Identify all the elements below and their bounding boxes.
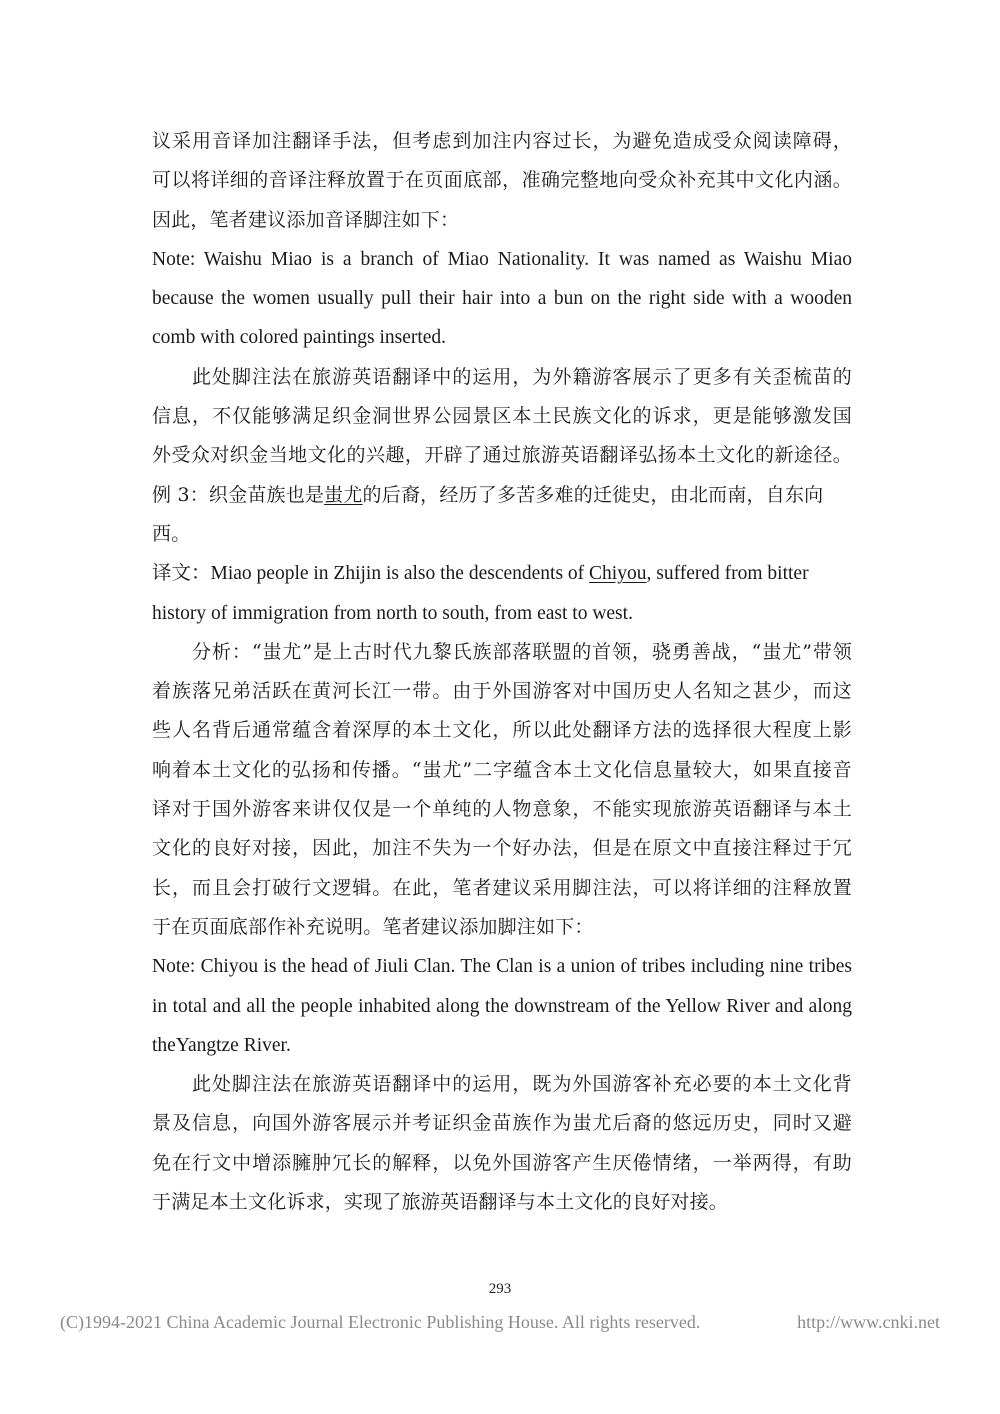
underlined-term: 蚩尤 xyxy=(324,483,363,506)
translation-suffix: , suffered from bitter xyxy=(646,563,809,585)
paragraph-line: 分析：“蚩尤”是上古时代九黎氏族部落联盟的首领，骁勇善战，“蚩尤”带领 xyxy=(192,640,852,663)
footnote-line: comb with colored paintings inserted. xyxy=(152,327,447,349)
paragraph-line: 响着本土文化的弘扬和传播。“蚩尤”二字蕴含本土文化信息量较大，如果直接音 xyxy=(152,758,852,781)
paragraph-line: 免在行文中增添臃肿冗长的解释，以免外国游客产生厌倦情绪，一举两得，有助 xyxy=(152,1151,852,1174)
paragraph-line: 外受众对织金当地文化的兴趣，开辟了通过旅游英语翻译弘扬本土文化的新途径。 xyxy=(152,444,852,467)
translation-line xyxy=(152,554,852,593)
footnote-line: Note: Waishu Miao is a branch of Miao Nationality. It was named as Waishu Miao xyxy=(152,248,852,270)
cnki-url: http://www.cnki.net xyxy=(797,1312,940,1332)
page-number: 293 xyxy=(488,1281,512,1297)
footnote-line: theYangtze River. xyxy=(152,1034,291,1056)
paragraph-line: 长，而且会打破行文逻辑。在此，笔者建议采用脚注法，可以将详细的注释放置 xyxy=(152,876,852,899)
example-prefix: 例 3：织金苗族也是 xyxy=(152,483,325,506)
paragraph-line: 译对于国外游客来讲仅仅是一个单纯的人物意象，不能实现旅游英语翻译与本土 xyxy=(152,798,852,821)
paragraph-line: 文化的良好对接，因此，加注不失为一个好办法，但是在原文中直接注释过于冗 xyxy=(152,837,852,860)
example-line xyxy=(152,476,852,515)
paragraph-line: 议采用音译加注翻译手法，但考虑到加注内容过长，为避免造成受众阅读障碍， xyxy=(152,130,852,152)
paragraph-line: 些人名背后通常蕴含着深厚的本土文化，所以此处翻译方法的选择很大程度上影 xyxy=(152,719,852,742)
paragraph-line: 此处脚注法在旅游英语翻译中的运用，既为外国游客补充必要的本土文化背 xyxy=(192,1073,852,1096)
article-body xyxy=(152,122,852,1222)
example-suffix: 的后裔，经历了多苦多难的迁徙史，由北而南，自东向 xyxy=(362,483,824,506)
copyright-text: (C)1994-2021 China Academic Journal Electronic Publishing House. All rights reserved. xyxy=(60,1312,701,1332)
paragraph-line: 此处脚注法在旅游英语翻译中的运用，为外籍游客展示了更多有关歪梳苗的 xyxy=(192,365,852,388)
translation-line: history of immigration from north to south, from east to west. xyxy=(152,602,633,624)
example-line: 西。 xyxy=(152,522,191,545)
paragraph-line: 信息，不仅能够满足织金洞世界公园景区本土民族文化的诉求，更是能够激发国 xyxy=(152,405,852,428)
translation-prefix: 译文：Miao people in Zhijin is also the descendents of xyxy=(152,563,590,585)
paragraph-line: 于满足本土文化诉求，实现了旅游英语翻译与本土文化的良好对接。 xyxy=(152,1191,729,1214)
paragraph-line: 着族落兄弟活跃在黄河长江一带。由于外国游客对中国历史人名知之甚少，而这 xyxy=(152,680,852,703)
copyright-footer xyxy=(60,1312,940,1333)
paragraph-line: 可以将详细的音译注释放置于在页面底部，准确完整地向受众补充其中文化内涵。 xyxy=(152,169,852,192)
footnote-line: in total and all the people inhabited along the downstream of the Yellow River and along xyxy=(152,995,852,1017)
footnote-line: because the women usually pull their hair into a bun on the right side with a wooden xyxy=(152,288,852,310)
underlined-term: Chiyou xyxy=(589,563,647,585)
paragraph-line: 景及信息，向国外游客展示并考证织金苗族作为蚩尤后裔的悠远历史，同时又避 xyxy=(152,1112,852,1135)
footnote-line: Note: Chiyou is the head of Jiuli Clan. The Clan is a union of tribes including nine tribes xyxy=(152,956,852,978)
paragraph-line: 因此，笔者建议添加音译脚注如下： xyxy=(152,208,460,231)
paragraph-line: 于在页面底部作补充说明。笔者建议添加脚注如下： xyxy=(152,915,594,938)
